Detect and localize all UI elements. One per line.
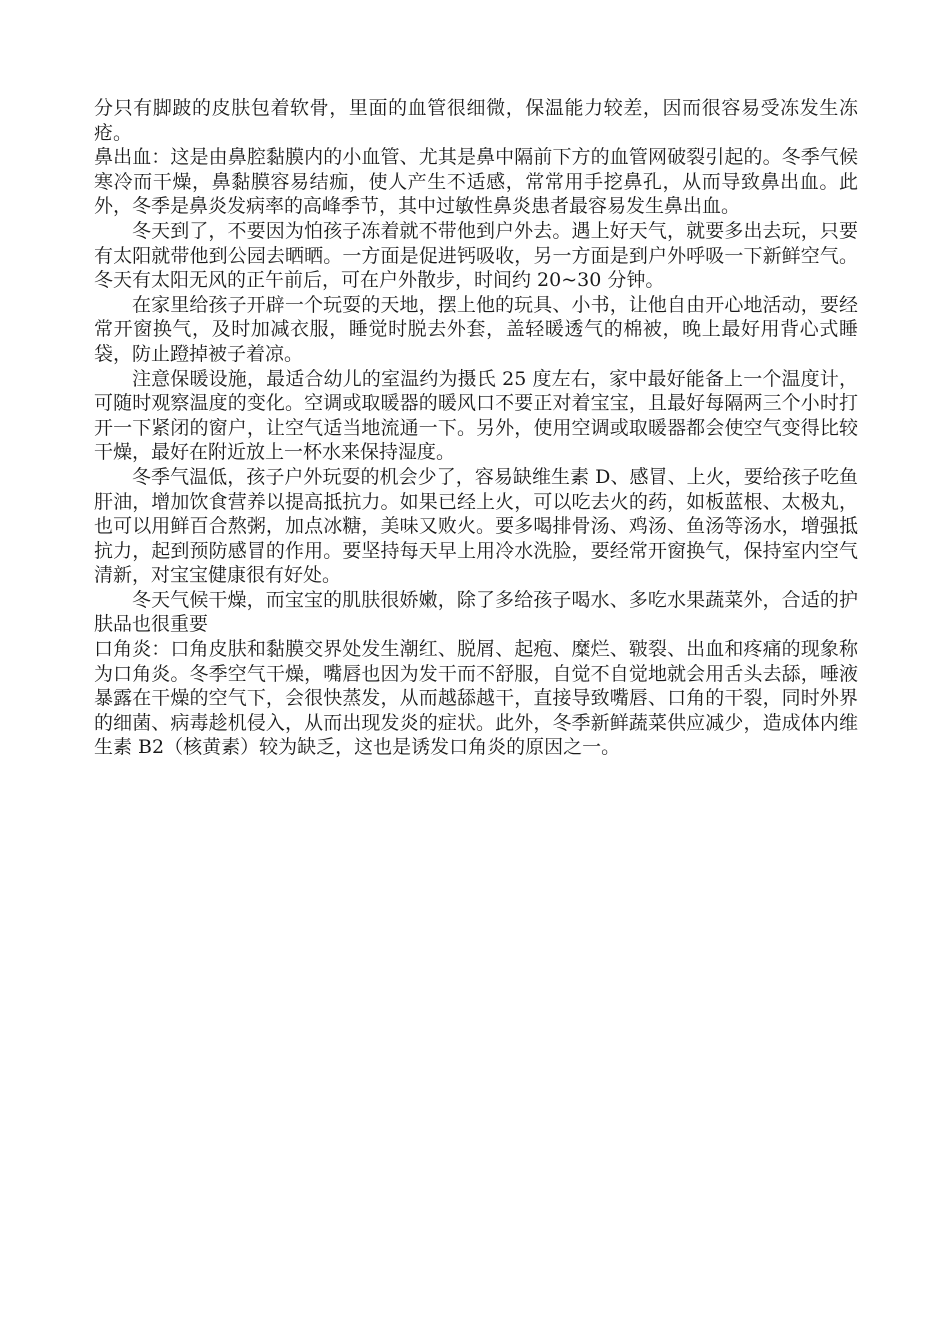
paragraph-frostbite-continued: 分只有脚跛的皮肤包着软骨，里面的血管很细微，保温能力较差，因而很容易受冻发生冻疮。 [94,97,858,144]
paragraph-skin-care: 冬天气候干燥，而宝宝的肌肤很娇嫩，除了多给孩子喝水、多吃水果蔬菜外，合适的护肤品也很重要 [94,588,858,636]
paragraph-nosebleed: 鼻出血：这是由鼻腔黏膜内的小血管、尤其是鼻中隔前下方的血管网破裂引起的。冬季气候寒冷而干燥，鼻黏膜容易结痂，使人产生不适感，常常用手挖鼻孔，从而导致鼻出血。此外，冬季是鼻炎发病率的高峰季节，其中过敏性鼻炎患者最容易发生鼻出血。 [94,146,858,218]
document-page [94,96,858,760]
paragraph-outdoor-activity: 冬天到了，不要因为怕孩子冻着就不带他到户外去。遇上好天气，就要多出去玩，只要有太阳就带他到公园去晒晒。一方面是促进钙吸收，另一方面是到户外呼吸一下新鲜空气。冬天有太阳无风的正午前后，可在户外散步，时间约 20~30 分钟。 [94,219,858,292]
paragraph-angular-cheilitis: 口角炎：口角皮肤和黏膜交界处发生潮红、脱屑、起疱、糜烂、皲裂、出血和疼痛的现象称为口角炎。冬季空气干燥，嘴唇也因为发干而不舒服，自觉不自觉地就会用舌头去舔，唾液暴露在干燥的空气下，会很快蒸发，从而越舔越干，直接导致嘴唇、口角的干裂，同时外界的细菌、病毒趁机侵入，从而出现发炎的症状。此外，冬季新鲜蔬菜供应减少，造成体内维生素 B2（核黄素）较为缺乏，这也是诱发口角炎的原因之一。 [94,638,858,759]
paragraph-nutrition: 冬季气温低，孩子户外玩耍的机会少了，容易缺维生素 D、感冒、上火，要给孩子吃鱼肝油，增加饮食营养以提高抵抗力。如果已经上火，可以吃去火的药，如板蓝根、太极丸，也可以用鲜百合熬粥，加点冰糖，美味又败火。要多喝排骨汤、鸡汤、鱼汤等汤水，增强抵抗力，起到预防感冒的作用。要坚持每天早上用冷水洗脸，要经常开窗换气，保持室内空气清新，对宝宝健康很有好处。 [94,465,858,587]
paragraph-room-temperature: 注意保暖设施，最适合幼儿的室温约为摄氏 25 度左右，家中最好能备上一个温度计，可随时观察温度的变化。空调或取暖器的暖风口不要正对着宝宝，且最好每隔两三个小时打开一下紧闭的窗户，让空气适当地流通一下。另外，使用空调或取暖器都会使空气变得比较干燥，最好在附近放上一杯水来保持湿度。 [94,367,858,464]
paragraph-indoor-play: 在家里给孩子开辟一个玩耍的天地，摆上他的玩具、小书，让他自由开心地活动，要经常开窗换气，及时加减衣服，睡觉时脱去外套，盖轻暖透气的棉被，晚上最好用背心式睡袋，防止蹬掉被子着凉。 [94,293,858,365]
